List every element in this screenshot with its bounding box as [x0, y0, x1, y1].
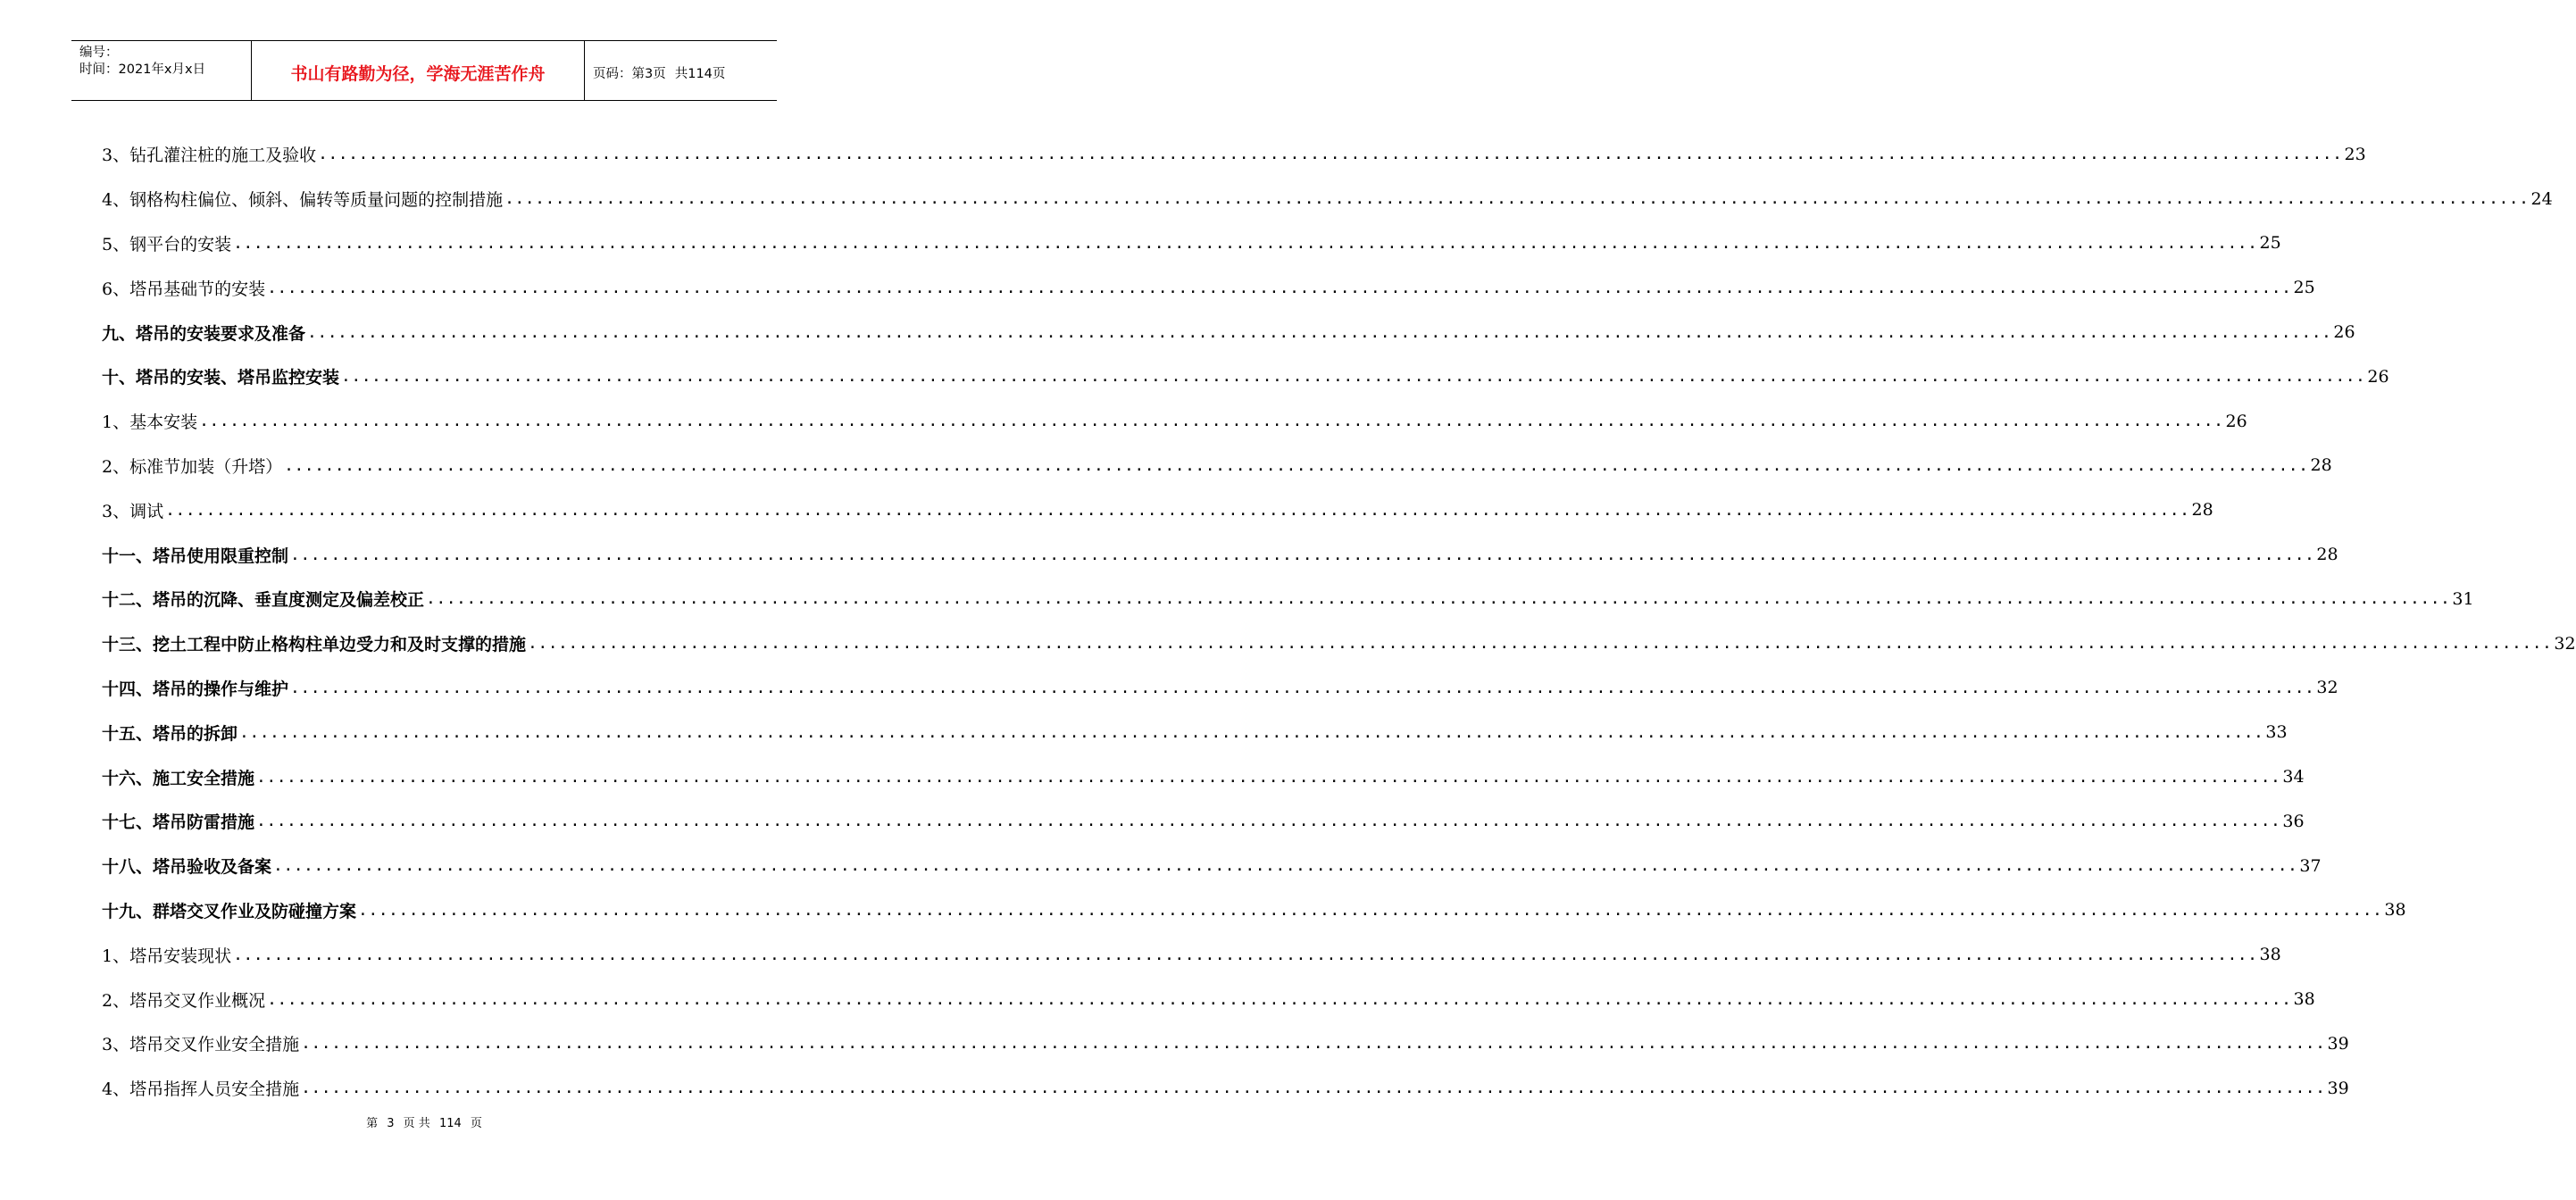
toc-entry-page: 24 [2530, 188, 2553, 209]
toc-entry-title: 十二、塔吊的沉降、垂直度测定及偏差校正 [102, 590, 425, 611]
toc-entry[interactable] [102, 666, 2338, 711]
toc-entry[interactable] [102, 754, 2305, 799]
toc-entry-page: 26 [2225, 411, 2247, 431]
toc-entry-page: 34 [2282, 767, 2305, 788]
footer-prefix: 第 [366, 1117, 379, 1130]
toc-entry-page: 28 [2310, 455, 2332, 476]
toc-leader-dots: ........................................................................................................................................................................................................ [307, 322, 2332, 342]
toc-entry-title: 十三、挖土工程中防止格构柱单边受力和及时支撑的措施 [102, 635, 527, 655]
toc-leader-dots: ........................................................................................................................................................................................................ [233, 233, 2258, 253]
toc-entry[interactable] [102, 132, 2366, 177]
toc-leader-dots: ........................................................................................................................................................................................................ [426, 589, 2451, 609]
toc-entry-title: 4、塔吊指挥人员安全措施 [102, 1079, 300, 1100]
toc-leader-dots: ........................................................................................................................................................................................................ [165, 500, 2190, 520]
toc-entry-title: 十五、塔吊的拆卸 [102, 723, 238, 744]
toc-entry[interactable] [102, 310, 2355, 354]
document-time-label: 时间：2021年x月x日 [79, 62, 206, 77]
toc-entry-title: 5、钢平台的安装 [102, 234, 232, 254]
toc-entry-page: 26 [2367, 366, 2389, 387]
footer-total-pages: 114 [438, 1117, 462, 1130]
toc-entry-page: 33 [2265, 722, 2288, 743]
toc-entry-title: 十、塔吊的安装、塔吊监控安装 [102, 368, 340, 388]
toc-leader-dots: ........................................................................................................................................................................................................ [301, 1034, 2326, 1054]
toc-entry-title: 十八、塔吊验收及备案 [102, 857, 272, 878]
toc-entry-title: 1、塔吊安装现状 [102, 946, 232, 966]
toc-entry-page: 38 [2259, 945, 2281, 965]
toc-leader-dots: ........................................................................................................................................................................................................ [267, 278, 2292, 297]
toc-entry-title: 6、塔吊基础节的安装 [102, 279, 266, 299]
toc-leader-dots: ........................................................................................................................................................................................................ [341, 367, 2366, 387]
toc-entry-page: 38 [2293, 989, 2315, 1010]
toc-entry[interactable] [102, 932, 2281, 977]
header-total-label: 共114页 [674, 66, 726, 81]
toc-entry[interactable] [102, 399, 2247, 444]
toc-leader-dots: ........................................................................................................................................................................................................ [239, 722, 2264, 742]
toc-leader-dots: ........................................................................................................................................................................................................ [318, 145, 2343, 164]
toc-entry-page: 26 [2333, 322, 2355, 343]
toc-entry-title: 2、塔吊交叉作业概况 [102, 990, 266, 1011]
toc-entry-page: 25 [2259, 233, 2281, 254]
toc-entry-title: 4、钢格构柱偏位、倾斜、偏转等质量问题的控制措施 [102, 190, 504, 211]
toc-entry-page: 23 [2344, 144, 2366, 164]
document-number-label: 编号： [79, 46, 119, 60]
toc-entry[interactable] [102, 221, 2281, 266]
toc-leader-dots: ........................................................................................................................................................................................................ [256, 767, 2281, 787]
toc-leader-dots: ........................................................................................................................................................................................................ [290, 678, 2315, 697]
toc-entry-page: 28 [2191, 500, 2213, 521]
toc-entry-page: 39 [2327, 1078, 2349, 1098]
toc-entry-page: 31 [2452, 588, 2474, 609]
toc-leader-dots: ........................................................................................................................................................................................................ [528, 634, 2553, 654]
toc-entry[interactable] [102, 532, 2338, 577]
footer-page-number: 3 [387, 1117, 395, 1130]
toc-entry-page: 28 [2316, 545, 2338, 565]
toc-entry-title: 3、钻孔灌注桩的施工及验收 [102, 146, 317, 166]
toc-entry-page: 38 [2384, 900, 2406, 921]
toc-entry[interactable] [102, 799, 2305, 844]
toc-entry-title: 十七、塔吊防雷措施 [102, 812, 255, 833]
page-footer [0, 1113, 848, 1130]
toc-entry[interactable] [102, 977, 2315, 1021]
page-header [71, 40, 777, 101]
toc-entry[interactable] [102, 577, 2474, 621]
toc-leader-dots: ........................................................................................................................................................................................................ [504, 189, 2530, 209]
header-page-info [585, 41, 777, 100]
table-of-contents [102, 132, 2576, 1111]
toc-leader-dots: ........................................................................................................................................................................................................ [290, 545, 2315, 564]
toc-leader-dots: ........................................................................................................................................................................................................ [284, 455, 2309, 475]
toc-leader-dots: ........................................................................................................................................................................................................ [273, 856, 2298, 876]
toc-leader-dots: ........................................................................................................................................................................................................ [233, 945, 2258, 964]
toc-entry[interactable] [102, 888, 2406, 933]
toc-entry[interactable] [102, 265, 2315, 310]
toc-entry-title: 1、基本安装 [102, 412, 198, 433]
header-left-cell [71, 41, 252, 100]
header-page-label: 页码：第3页 [593, 66, 666, 81]
toc-entry[interactable] [102, 1021, 2349, 1066]
toc-entry-title: 十四、塔吊的操作与维护 [102, 679, 289, 699]
toc-leader-dots: ........................................................................................................................................................................................................ [267, 989, 2292, 1009]
toc-entry-page: 39 [2327, 1033, 2349, 1054]
toc-leader-dots: ........................................................................................................................................................................................................ [256, 812, 2281, 831]
footer-suffix: 页 [470, 1117, 482, 1130]
toc-entry[interactable] [102, 1066, 2349, 1111]
toc-entry-title: 十六、施工安全措施 [102, 768, 255, 788]
toc-entry-page: 37 [2299, 855, 2322, 876]
toc-entry-title: 3、塔吊交叉作业安全措施 [102, 1035, 300, 1055]
toc-entry[interactable] [102, 177, 2553, 221]
footer-mid: 页 共 [403, 1117, 430, 1130]
toc-leader-dots: ........................................................................................................................................................................................................ [301, 1079, 2326, 1098]
toc-entry[interactable] [102, 444, 2332, 488]
header-motto: 书山有路勤为径，学海无涯苦作舟 [252, 41, 585, 100]
toc-entry-title: 十九、群塔交叉作业及防碰撞方案 [102, 901, 357, 921]
toc-entry-page: 32 [2554, 633, 2576, 654]
toc-entry-title: 2、标准节加装（升塔） [102, 456, 283, 477]
toc-entry-title: 十一、塔吊使用限重控制 [102, 546, 289, 566]
toc-entry-page: 36 [2282, 811, 2305, 831]
toc-entry[interactable] [102, 844, 2322, 888]
toc-entry[interactable] [102, 354, 2389, 399]
toc-leader-dots: ........................................................................................................................................................................................................ [358, 900, 2383, 920]
toc-entry-title: 九、塔吊的安装要求及准备 [102, 323, 306, 344]
toc-entry[interactable] [102, 710, 2288, 754]
toc-leader-dots: ........................................................................................................................................................................................................ [199, 412, 2224, 431]
toc-entry[interactable] [102, 488, 2213, 532]
toc-entry-title: 3、调试 [102, 501, 164, 521]
toc-entry[interactable] [102, 621, 2576, 666]
toc-entry-page: 32 [2316, 678, 2338, 698]
toc-entry-page: 25 [2293, 278, 2315, 298]
